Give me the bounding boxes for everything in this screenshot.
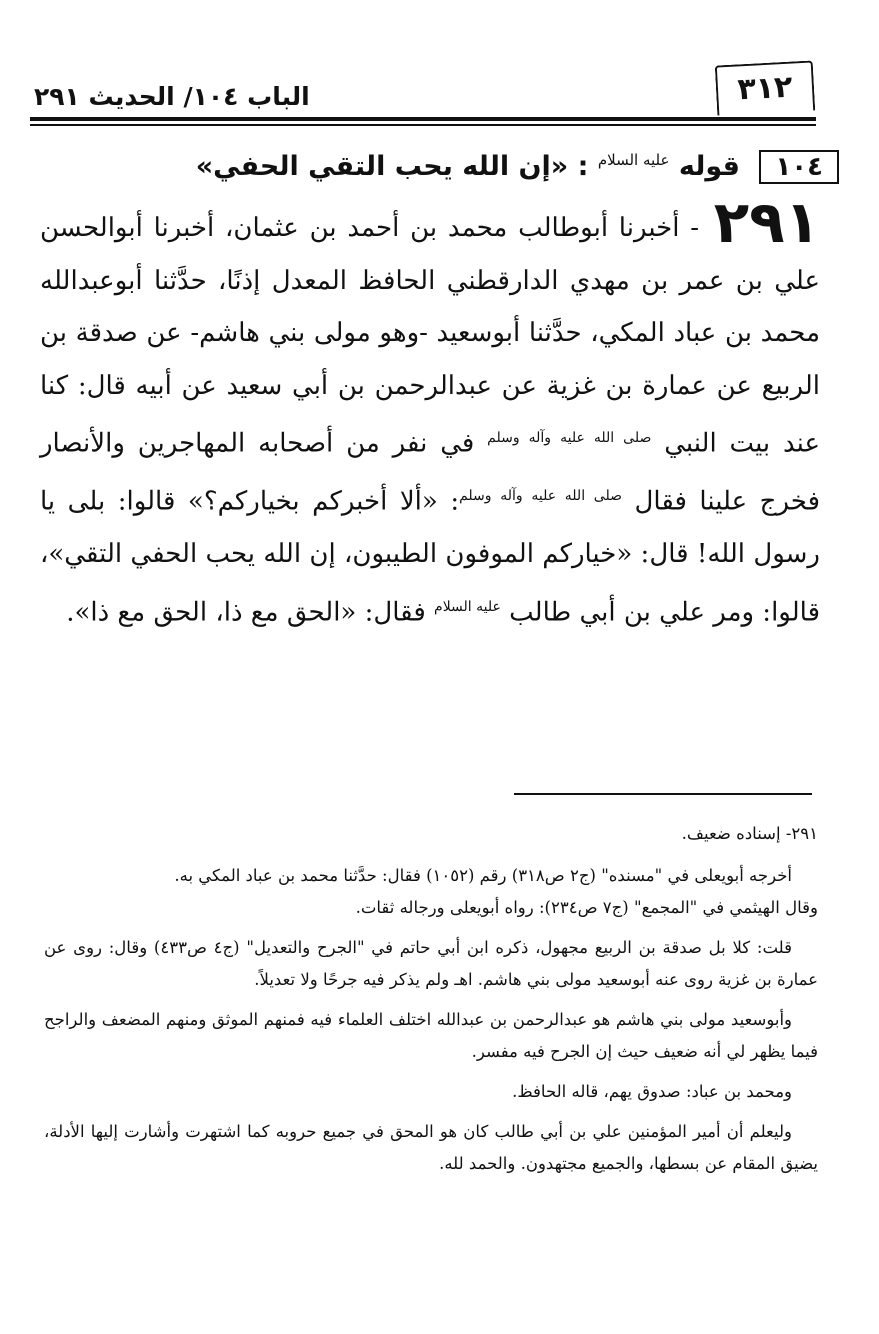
honorific-glyph: عليه السلام — [434, 598, 501, 615]
footnote-paragraph: وليعلم أن أمير المؤمنين علي بن أبي طالب كان هو المحق في جميع حروبه كما اشتهرت وأشارت إليها الأدلة، يضيق المقام عن بسطها، والجميع مجتهدون. والحمد لله. — [44, 1122, 818, 1173]
footnote-paragraph: ومحمد بن عباد: صدوق يهم، قاله الحافظ. — [512, 1082, 792, 1101]
hadith-number: ٢٩١ — [713, 188, 820, 256]
footnote-paragraph: وأبوسعيد مولى بني هاشم هو عبدالرحمن بن عبدالله اختلف العلماء فيه فمنهم الموثق ومنهم المضعف والراجح فيما يظهر لي أنه ضعيف حيث إن الجرح فيه مفسر. — [44, 1010, 818, 1061]
hadith-text-part-3: : «ألا أخبركم بخياركم؟» قالوا: بلى يا رسول الله! قال: «خياركم الموفون الطيبون، إن الله يحب الحفي التقي»، قالوا: ومر علي بن أبي طالب — [40, 486, 820, 628]
footnote-line: أخرجه أبويعلى في "مسنده" (ج٢ ص٣١٨) رقم (١٠٥٢) فقال: حدَّثنا محمد بن عباد المكي به. — [174, 866, 792, 885]
chapter-heading — [49, 138, 839, 189]
header-rule-thin — [30, 124, 816, 126]
hadith-text-part-4: فقال: «الحق مع ذا، الحق مع ذا». — [66, 597, 426, 628]
footnote-paragraph — [44, 860, 818, 924]
hadith-text — [40, 188, 821, 639]
footnotes — [44, 818, 818, 1188]
honorific-glyph: صلى الله عليه وآله وسلم — [487, 430, 652, 446]
footnote-line: وقال الهيثمي في "المجمع" (ج٧ ص٢٣٤): رواه أبويعلى ورجاله ثقات. — [355, 898, 818, 917]
chapter-number: ١٠٤ — [759, 150, 839, 184]
hadith-text-part-2: في نفر من أصحابه المهاجرين والأنصار فخرج علينا فقال — [40, 428, 821, 517]
page-number: ٣١٢ — [715, 60, 815, 115]
honorific-glyph: صلى الله عليه وآله وسلم — [459, 488, 622, 505]
header-rule-thick — [30, 117, 816, 121]
chapter-lead: قوله — [678, 151, 740, 182]
honorific-glyph: عليه السلام — [597, 151, 670, 169]
footnote-heading: ٢٩١- إسناده ضعيف. — [681, 824, 818, 843]
footnote-separator — [514, 793, 812, 795]
running-title: الباب ١٠٤/ الحديث ٢٩١ — [34, 82, 310, 111]
chapter-quote: : «إن الله يحب التقي الحفي» — [195, 151, 589, 182]
hadith-text-part-1: - أخبرنا أبوطالب محمد بن أحمد بن عثمان، أخبرنا أبوالحسن علي بن عمر بن مهدي الدارقطني الحافظ المعدل إذنًا، حدَّثنا أبوعبدالله محمد بن عباد المكي، حدَّثنا أبوسعيد -وهو مولى بني هاشم- عن صدقة بن الربيع عن عمارة بن غزية عن عبدالرحمن بن أبي سعيد عن أبيه قال: كنا عند بيت النبي — [40, 213, 820, 459]
footnote-paragraph: قلت: كلا بل صدقة بن الربيع مجهول، ذكره ابن أبي حاتم في "الجرح والتعديل" (ج٤ ص٤٣٣) وقال: روى عن عمارة بن غزية روى عنه أبوسعيد مولى بني هاشم. اهـ ولم يذكر فيه جرحًا ولا تعديلاً. — [44, 938, 818, 989]
